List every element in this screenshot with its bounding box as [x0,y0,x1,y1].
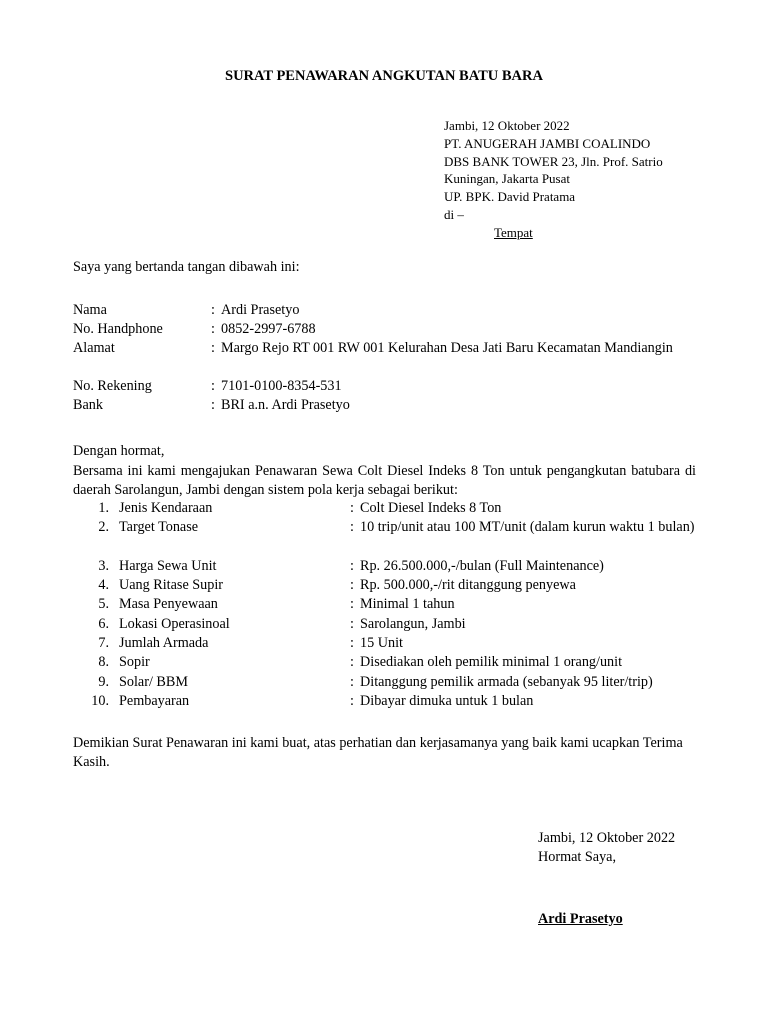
term-number: 7. [98,635,109,652]
term-value: Rp. 500.000,-/rit ditanggung penyewa [360,577,576,594]
term-number: 1. [98,500,109,516]
letter-title: SURAT PENAWARAN ANGKUTAN BATU BARA [225,68,543,84]
term-colon: : [350,615,354,632]
term-colon: : [350,577,354,594]
identity-value: Margo Rejo RT 001 RW 001 Kelurahan Desa Jati Baru Kecamatan Mandiangin [221,340,673,356]
list-item [73,615,713,634]
identity-label: Bank [73,397,103,413]
term-colon: : [350,519,354,536]
list-item [73,653,713,672]
term-number: 8. [98,654,109,671]
identity-value: 0852-2997-6788 [221,321,316,337]
signoff-regards: Hormat Saya, [538,849,617,865]
terms-list [73,499,713,711]
signer-name: Ardi Prasetyo [538,911,623,927]
identity-row-address [73,339,713,377]
identity-value: Ardi Prasetyo [221,302,300,318]
closing-paragraph: Demikian Surat Penawaran ini kami buat, atas perhatian dan kerjasamanya yang baik kami ucapkan Terima Kasih. [73,735,683,770]
list-item [73,499,713,518]
term-colon: : [350,692,354,709]
term-colon: : [350,557,354,574]
list-item [73,518,713,557]
list-item [73,634,713,653]
term-colon: : [350,500,354,516]
term-label: Target Tonase [119,519,199,536]
term-value: Minimal 1 tahun [360,596,455,613]
greeting: Dengan hormat, [73,443,165,459]
term-number: 10. [91,692,109,709]
identity-row-phone [73,320,713,339]
identity-value: BRI a.n. Ardi Prasetyo [221,397,350,413]
recipient-attention: UP. BPK. David Pratama [444,189,576,205]
signoff-block [538,829,675,867]
list-item [73,557,713,576]
term-colon: : [350,635,354,652]
identity-label: No. Handphone [73,321,163,337]
list-item [73,595,713,614]
identity-colon: : [211,378,215,394]
term-value: Disediakan oleh pemilik minimal 1 orang/unit [360,654,623,671]
term-label: Harga Sewa Unit [119,557,217,574]
term-number: 4. [98,577,109,594]
identity-label: Nama [73,302,107,318]
term-label: Pembayaran [119,692,190,709]
recipient-company: PT. ANUGERAH JAMBI COALINDO [444,135,651,151]
term-number: 3. [98,557,109,574]
term-colon: : [350,654,354,671]
term-value: 10 trip/unit atau 100 MT/unit (dalam kurun waktu 1 bulan) [360,519,695,536]
recipient-di: di – [444,206,464,222]
list-item [73,576,713,595]
term-value: Colt Diesel Indeks 8 Ton [360,500,502,516]
term-label: Masa Penyewaan [119,596,218,613]
recipient-place-date: Jambi, 12 Oktober 2022 [444,118,570,133]
identity-label: No. Rekening [73,378,152,394]
term-number: 9. [98,673,109,690]
recipient-address-line1: DBS BANK TOWER 23, Jln. Prof. Satrio [444,153,663,169]
term-value: Ditanggung pemilik armada (sebanyak 95 liter/trip) [360,673,653,690]
term-value: Rp. 26.500.000,-/bulan (Full Maintenance) [360,557,604,574]
signoff-place-date: Jambi, 12 Oktober 2022 [538,830,676,846]
identity-row-name [73,301,713,320]
term-number: 6. [98,615,109,632]
recipient-address-line2: Kuningan, Jakarta Pusat [444,171,571,187]
term-number: 5. [98,596,109,613]
list-item [73,692,713,711]
offer-paragraph: Bersama ini kami mengajukan Penawaran Sewa Colt Diesel Indeks 8 Ton untuk pengangkutan batubara di daerah Sarolangun, Jambi dengan sistem pola kerja sebagai berikut: [73,463,696,498]
term-label: Uang Ritase Supir [119,577,224,594]
term-label: Solar/ BBM [119,673,188,690]
recipient-block [444,117,744,242]
identity-colon: : [211,321,215,337]
identity-colon: : [211,340,215,356]
term-label: Jenis Kendaraan [119,500,213,516]
identity-row-account [73,377,713,396]
identity-table [73,301,713,415]
term-value: 15 Unit [360,635,403,652]
list-item [73,673,713,692]
identity-label: Alamat [73,340,115,356]
term-colon: : [350,596,354,613]
recipient-tempat: Tempat [494,224,533,240]
intro-text: Saya yang bertanda tangan dibawah ini: [73,259,300,275]
term-label: Jumlah Armada [119,635,209,652]
identity-row-bank [73,396,713,415]
identity-colon: : [211,302,215,318]
term-colon: : [350,673,354,690]
identity-colon: : [211,397,215,413]
identity-value: 7101-0100-8354-531 [221,378,342,394]
term-label: Sopir [119,654,150,671]
term-label: Lokasi Operasinoal [119,615,230,632]
term-value: Sarolangun, Jambi [360,615,466,632]
term-value: Dibayar dimuka untuk 1 bulan [360,692,534,709]
term-number: 2. [98,519,109,536]
